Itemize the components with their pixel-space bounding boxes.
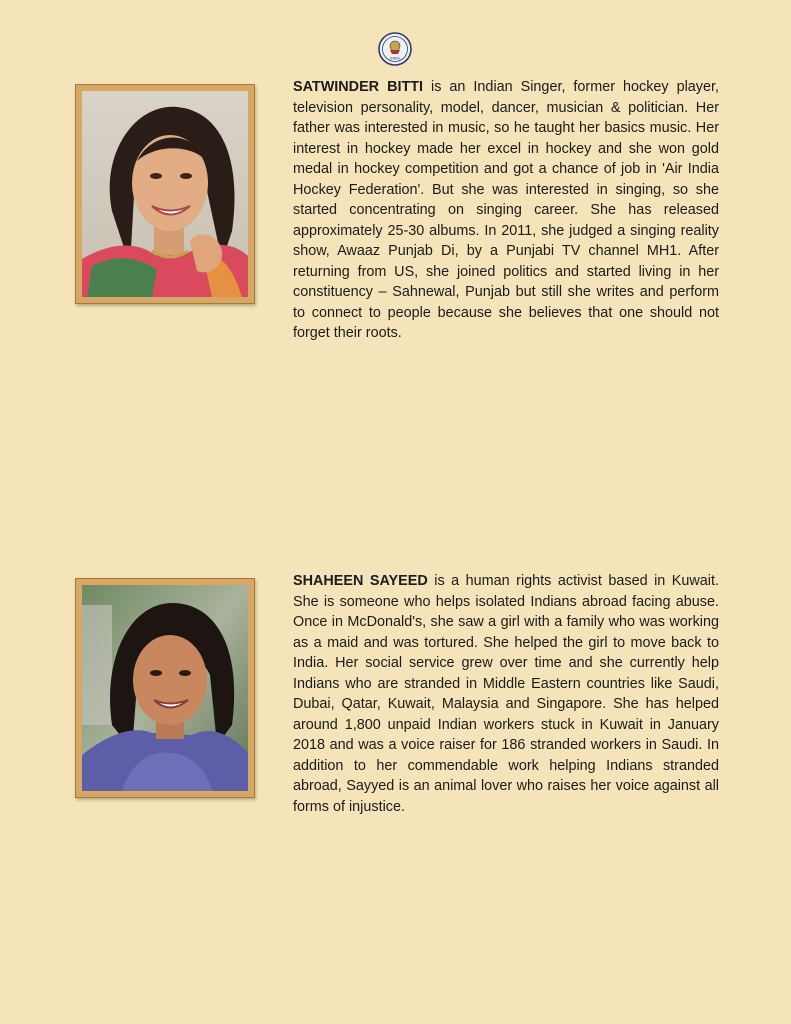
portrait-photo — [82, 585, 248, 791]
bio-paragraph — [293, 571, 719, 817]
bio-text: is an Indian Singer, former hockey player, television personality, model, dancer, musician & politician. Her father was interested in music, so he taught her basics music. Her interest in hockey made her excel in hockey and she won gold medal in hockey competition and got a chance of job in 'Air India Hockey Federation'. But she was interested in singing, so she started concentrating on singing career. She has released approximately 25-30 albums. In 2011, she judged a singing reality show, Awaaz Punjab Di, by a Punjabi TV channel MH1. After returning from US, she joined politics and started living in her constituency – Sahnewal, Punjab but still she writes and perform to connect to people because she believes that one should not forget their roots. — [293, 79, 719, 341]
portrait-photo — [82, 91, 248, 297]
bio-text: is a human rights activist based in Kuwait. She is someone who helps isolated Indians abroad facing abuse. Once in McDonald's, she saw a girl with a family who was working as a maid and was tortured. She helped the girl to move back to India. Her social service grew over time and she currently help Indians who are stranded in Middle Eastern countries like Saudi, Dubai, Qatar, Kuwait, Malaysia and Singapore. She has helped around 1,800 unpaid Indian workers stuck in Kuwait in January 2018 and was a voice raiser for 186 stranded workers in Saudi. In addition to her commendable work helping Indians stranded abroad, Sayyed is an animal lover who raises her voice against all forms of injustice. — [293, 573, 719, 815]
person-name: SHAHEEN SAYEED — [293, 573, 428, 589]
photo-frame — [75, 578, 255, 798]
person-name: SATWINDER BITTI — [293, 79, 424, 95]
photo-frame — [75, 84, 255, 304]
institution-seal-icon — [378, 32, 412, 66]
seal-text: INDIA — [390, 56, 400, 61]
bio-paragraph — [293, 77, 719, 344]
